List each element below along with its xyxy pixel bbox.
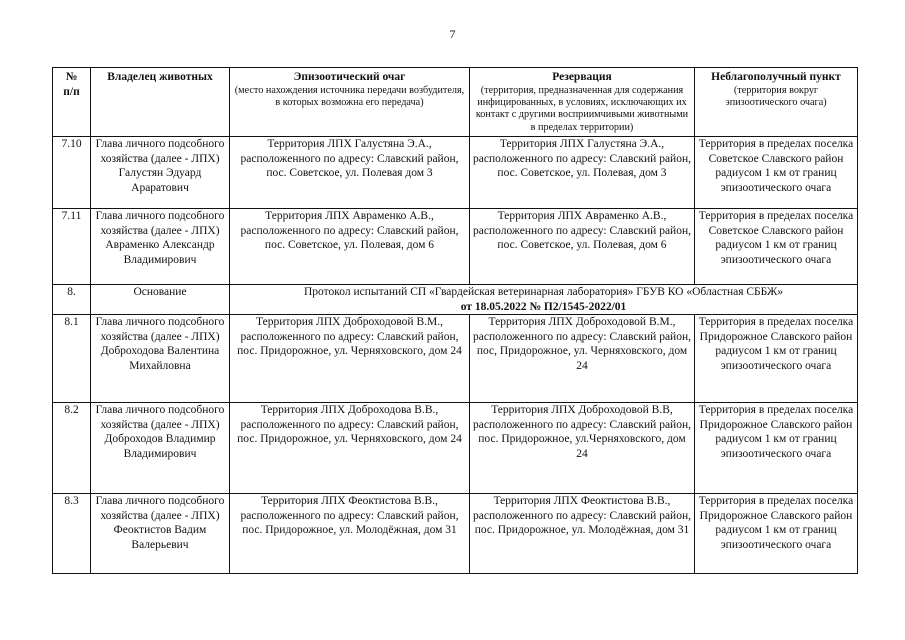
row-num: 8.1 [53,315,91,403]
row-reservation: Территория ЛПХ Доброходовой В.М., расположенного по адресу: Славский район, пос, Придорожное, ул. Черняховского, дом 24 [470,315,695,403]
row-owner: Глава личного подсобного хозяйства (далее - ЛПХ) Авраменко Александр Владимирович [91,209,230,285]
page-number: 7 [449,27,456,41]
row-reservation: Территория ЛПХ Доброходовой В.В, расположенного по адресу: Славский район, пос. Придорожное, ул.Черняховского, дом 24 [470,403,695,494]
table-header-row [53,68,858,137]
row-owner: Глава личного подсобного хозяйства (далее - ЛПХ) Феоктистов Вадим Валерьевич [91,494,230,574]
row-focus: Территория ЛПХ Галустяна Э.А., расположенного по адресу: Славский район, пос. Советское, ул. Полевая дом 3 [230,137,470,209]
row-num: 8.3 [53,494,91,574]
row-focus: Территория ЛПХ Доброходовой В.М., расположенного по адресу: Славский район, пос. Придорожное, ул. Черняховского, дом 24 [230,315,470,403]
row-point: Территория в пределах поселка Советское Славского район радиусом 1 км от границ эпизоотического очага [695,137,858,209]
section-num: 8. [53,285,91,315]
row-num: 7.11 [53,209,91,285]
epizootic-table [52,67,858,574]
section-basis [230,285,858,315]
row-owner: Глава личного подсобного хозяйства (далее - ЛПХ) Галустян Эдуард Араратович [91,137,230,209]
header-reservation: Резервация (территория, предназначенная для содержания инфицированных, в условиях, исключающих их контакт с другими восприимчивыми животными в пределах территории) [470,68,695,137]
row-focus: Территория ЛПХ Феоктистова В.В., расположенного по адресу: Славский район, пос. Придорожное, ул. Молодёжная, дом 31 [230,494,470,574]
table-row [53,403,858,494]
section-basis-line1: Протокол испытаний СП «Гвардейская ветеринарная лаборатория» ГБУВ КО «Областная СББЖ» [303,286,784,298]
row-point: Территория в пределах поселка Придорожное Славского район радиусом 1 км от границ эпизоотического очага [695,494,858,574]
row-focus: Территория ЛПХ Доброходова В.В., расположенного по адресу: Славский район, пос. Придорожное, ул. Черняховского, дом 24 [230,403,470,494]
row-focus: Территория ЛПХ Авраменко А.В., расположенного по адресу: Славский район, пос. Советское, ул. Полевая, дом 6 [230,209,470,285]
header-point: Неблагополучный пункт (территория вокруг эпизоотического очага) [695,68,858,137]
row-point: Территория в пределах поселка Придорожное Славского район радиусом 1 км от границ эпизоотического очага [695,315,858,403]
row-num: 8.2 [53,403,91,494]
header-focus: Эпизоотический очаг (место нахождения источника передачи возбудителя, в которых возможна его передача) [230,68,470,137]
table-row [53,494,858,574]
table-row [53,315,858,403]
row-reservation: Территория ЛПХ Феоктистова В.В., расположенного по адресу: Славский район, пос. Придорожное, ул. Молодёжная, дом 31 [470,494,695,574]
section-row [53,285,858,315]
row-point: Территория в пределах поселка Придорожное Славского район радиусом 1 км от границ эпизоотического очага [695,403,858,494]
header-num: № п/п [53,68,91,137]
row-owner: Глава личного подсобного хозяйства (далее - ЛПХ) Доброходов Владимир Владимирович [91,403,230,494]
table-row [53,209,858,285]
table-row [53,137,858,209]
row-num: 7.10 [53,137,91,209]
row-reservation: Территория ЛПХ Галустяна Э.А., расположенного по адресу: Славский район, пос. Советское, ул. Полевая, дом 3 [470,137,695,209]
header-owner: Владелец животных [91,68,230,137]
row-point: Территория в пределах поселка Советское Славского район радиусом 1 км от границ эпизоотического очага [695,209,858,285]
row-owner: Глава личного подсобного хозяйства (далее - ЛПХ) Доброходова Валентина Михайловна [91,315,230,403]
section-basis-line2: от 18.05.2022 № П2/1545-2022/01 [460,300,627,313]
row-reservation: Территория ЛПХ Авраменко А.В., расположенного по адресу: Славский район, пос. Советское, ул. Полевая, дом 6 [470,209,695,285]
section-label: Основание [91,285,230,315]
